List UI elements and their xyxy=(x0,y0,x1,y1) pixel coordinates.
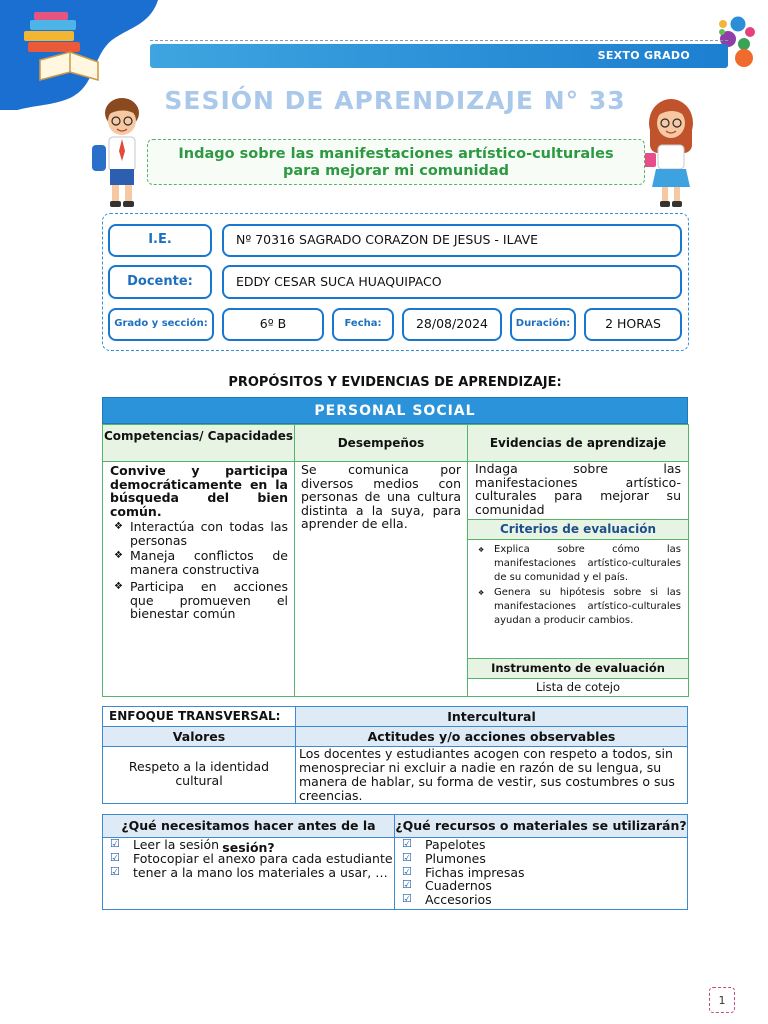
instrumento-header: Instrumento de evaluación xyxy=(467,658,689,679)
resources-header: ¿Qué recursos o materiales se utilizarán? xyxy=(394,814,688,838)
criterio-item: ❖ Explica sobre cómo las manifestaciones artístico-culturales de su comunidad y el país. xyxy=(474,543,681,584)
criterios-list xyxy=(474,543,681,628)
capacidad-item: ❖ Participa en acciones que promueven el bienestar común xyxy=(110,580,288,621)
evidencia-text: Indaga sobre las manifestaciones artístico-culturales para mejorar su comunidad xyxy=(475,461,681,517)
session-title: SESIÓN DE APRENDIZAJE N° 33 xyxy=(164,86,626,115)
criterios-header: Criterios de evaluación xyxy=(467,519,689,540)
capacidades-list xyxy=(110,520,288,621)
enfoque-value: Intercultural xyxy=(295,706,688,727)
fecha-value: 28/08/2024 xyxy=(415,316,489,331)
resources-list xyxy=(395,838,687,907)
actitudes-header: Actitudes y/o acciones observables xyxy=(295,726,688,747)
subtitle-line-1: Indago sobre las manifestaciones artístico-culturales xyxy=(178,146,614,162)
header-dashed-line xyxy=(150,40,728,41)
capacidad-item: ❖ Interactúa con todas las personas xyxy=(110,520,288,547)
docente-label-box xyxy=(108,265,212,299)
desempeno-text: Se comunica por diversos medios con personas de una cultura distinta a la suya, para aprender de ella. xyxy=(301,462,461,531)
actitud-text: Los docentes y estudiantes acogen con respeto a todos, sin menospreciar ni excluir a nadie en razón de su lengua, su manera de hablar, su forma de vestir, sus costumbres o sus creencias. xyxy=(299,746,675,803)
docente-label: Docente: xyxy=(127,274,193,289)
duracion-label-box xyxy=(510,308,576,341)
docente-value-box xyxy=(222,265,682,299)
ie-value: Nº 70316 SAGRADO CORAZON DE JESUS - ILAVE xyxy=(236,232,539,247)
grado-value-box xyxy=(222,308,324,341)
duracion-value-box xyxy=(584,308,682,341)
desempenos-cell xyxy=(294,461,468,697)
valor-text: Respeto a la identidad cultural xyxy=(128,759,270,788)
duracion-label: Duración: xyxy=(515,318,571,329)
competencias-cell xyxy=(102,461,295,697)
docente-value: EDDY CESAR SUCA HUAQUIPACO xyxy=(236,274,442,289)
resource-item: ☑ Fichas impresas xyxy=(395,866,687,880)
ie-label: I.E. xyxy=(148,232,172,247)
valor-cell xyxy=(102,746,296,804)
ie-label-box xyxy=(108,224,212,257)
instrumento-value: Lista de cotejo xyxy=(535,680,620,694)
before-cell xyxy=(102,837,395,910)
page-number: 1 xyxy=(709,987,735,1013)
fecha-label-box xyxy=(332,308,394,341)
fecha-label: Fecha: xyxy=(344,318,382,329)
valores-header: Valores xyxy=(102,726,296,747)
criterio-item: ❖ Genera su hipótesis sobre si las manifestaciones artístico-culturales ayudan a producir cambios. xyxy=(474,586,681,627)
grade-label: SEXTO GRADO xyxy=(597,49,690,62)
girl-illustration xyxy=(640,95,702,213)
col-competencias: Competencias/ Capacidades xyxy=(102,424,295,462)
competencia-text: Convive y participa democráticamente en la búsqueda del bien común. xyxy=(110,463,288,519)
resource-item: ☑ Cuadernos xyxy=(395,879,687,893)
col-desempenos: Desempeños xyxy=(294,424,468,462)
before-header: ¿Qué necesitamos hacer antes de la sesión? xyxy=(102,814,395,838)
ie-value-box xyxy=(222,224,682,257)
before-item: ☑ Leer la sesión xyxy=(103,838,394,852)
grado-value: 6º B xyxy=(259,316,287,331)
resource-item: ☑ Papelotes xyxy=(395,838,687,852)
grado-label-box xyxy=(108,308,214,341)
purposes-heading: PROPÓSITOS Y EVIDENCIAS DE APRENDIZAJE: xyxy=(228,375,562,390)
boy-illustration xyxy=(90,95,150,213)
duracion-value: 2 HORAS xyxy=(605,316,661,331)
area-header: PERSONAL SOCIAL xyxy=(102,397,688,424)
capacidad-item: ❖ Maneja conflictos de manera constructiva xyxy=(110,549,288,576)
resource-item: ☑ Plumones xyxy=(395,852,687,866)
session-subtitle xyxy=(147,139,645,185)
resources-cell xyxy=(394,837,688,910)
grado-label: Grado y sección: xyxy=(114,318,208,329)
fecha-value-box xyxy=(402,308,502,341)
resource-item: ☑ Accesorios xyxy=(395,893,687,907)
actitud-cell xyxy=(295,746,688,804)
before-list xyxy=(103,838,394,879)
before-item: ☑ tener a la mano los materiales a usar, … xyxy=(103,866,394,880)
before-item: ☑ Fotocopiar el anexo para cada estudiante xyxy=(103,852,394,866)
subtitle-line-2: para mejorar mi comunidad xyxy=(282,163,510,179)
col-evidencias: Evidencias de aprendizaje xyxy=(467,424,689,462)
enfoque-label: ENFOQUE TRANSVERSAL: xyxy=(102,706,296,727)
